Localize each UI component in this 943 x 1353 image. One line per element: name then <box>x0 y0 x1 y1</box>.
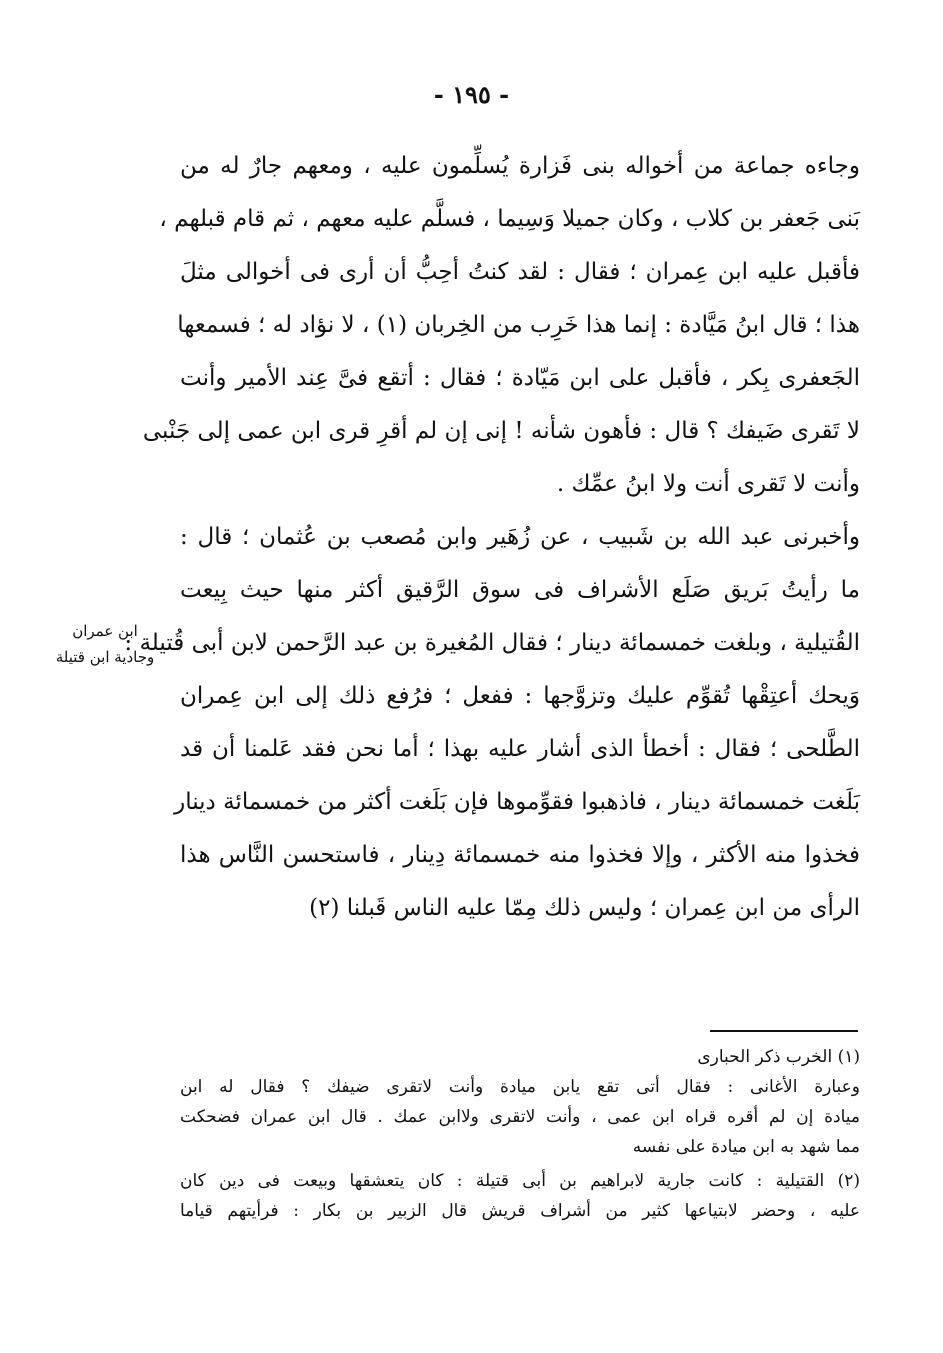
text-line: فخذوا منه الأكثر ، وإلا فخذوا منه خمسمائة دِينار ، فاستحسن النَّاس هذا <box>180 842 860 868</box>
text-line: فأقبل عليه ابن عِمران ؛ فقال : لقد كنتُ أحِبُّ أن أرى فى أخوالى مثلَ <box>180 259 860 285</box>
footnote-line: وعبارة الأغانى : فقال أتى تقع يابن ميادة وأنت لاتقرى ضيفك ؟ فقال له ابن <box>180 1077 860 1097</box>
text-line: وأخبرنى عبد الله بن شَبيب ، عن زُهَير وابن مُصعب بن عُثمان ؛ قال : <box>180 524 860 550</box>
margin-note-line: وجادية ابن قتيلة <box>55 648 155 666</box>
footnote-line: (٢) القتيلية : كانت جارية لابراهيم بن أبى قتيلة : كان يتعشقها وبيعت فى دين كان <box>180 1171 860 1191</box>
text-line: لا تَقرى ضَيفك ؟ قال : فأهون شأنه ! إنى إن لم أقرِ قرى ابن عمى إلى جَنْبى <box>142 418 860 444</box>
text-line: القُتيلية ، وبلغت خمسمائة دينار ؛ فقال المُغيرة بن عبد الرَّحمن لابن أبى قُتيلة : <box>124 630 860 656</box>
text-line: وجاءه جماعة من أخواله بنى فَزارة يُسلِّمون عليه ، ومعهم جارٌ له من <box>180 153 860 179</box>
footnote-line: مما شهد به ابن ميادة على نفسه <box>632 1137 860 1157</box>
text-line: بَلَغت خمسمائة دينار ، فاذهبوا فقوِّموها فإن بَلَغت أكثر من خمسمائة دينار <box>174 789 860 815</box>
text-line: وَيحك أعتِقْها تُقوِّم عليك وتزوَّجها : ففعل ؛ فرُفع ذلك إلى ابن عِمران <box>180 683 860 709</box>
text-line: الطَّلحى ؛ فقال : أخطأ الذى أشار عليه بهذا ؛ أما نحن فقد عَلمنا أن قد <box>180 736 860 762</box>
text-line: ما رأيتُ بَريق صَلَع الأشراف فى سوق الرَّقيق أكثر منها حيث بِيعت <box>180 577 860 603</box>
footnote-line: (١) الخرب ذكر الحبارى <box>697 1047 860 1067</box>
margin-note <box>35 618 175 670</box>
text-line: وأنت لا تَقرى أنت ولا ابنُ عمِّك . <box>556 471 860 497</box>
margin-note-line: ابن عمران <box>72 622 138 640</box>
footnote-line: عليه ، وحضر لابتياعها كثير من أشراف قريش قال الزبير بن بكار : فرأيتهم قياما <box>180 1201 860 1221</box>
page-number: - ١٩٥ - <box>433 80 510 109</box>
footnote-line: ميادة إن لم أقره قراه ابن عمى ، وأنت لاتقرى ولاابن عمك . قال ابن عمران فضحكت <box>180 1107 860 1127</box>
footnote-divider <box>710 1030 858 1032</box>
text-line: بَنى جَعفر بن كلاب ، وكان جميلا وَسِيما ، فسلَّم عليه معهم ، ثم قام قبلهم ، <box>159 206 860 232</box>
text-line: الجَعفرى بِكر ، فأقبل على ابن مَيّادة ؛ فقال : أتقع فىَّ عِند الأمير وأنت <box>180 365 860 391</box>
footnotes <box>180 1042 860 1226</box>
main-text <box>124 140 860 935</box>
text-line: هذا ؛ قال ابنُ مَيَّادة : إنما هذا خَرِب من الخِربان (١) ، لا نؤاد له ؛ فسمعها <box>177 312 860 338</box>
text-line: الرأى من ابن عِمران ؛ وليس ذلك مِمّا عليه الناس قَبلنا (٢) <box>309 895 860 921</box>
